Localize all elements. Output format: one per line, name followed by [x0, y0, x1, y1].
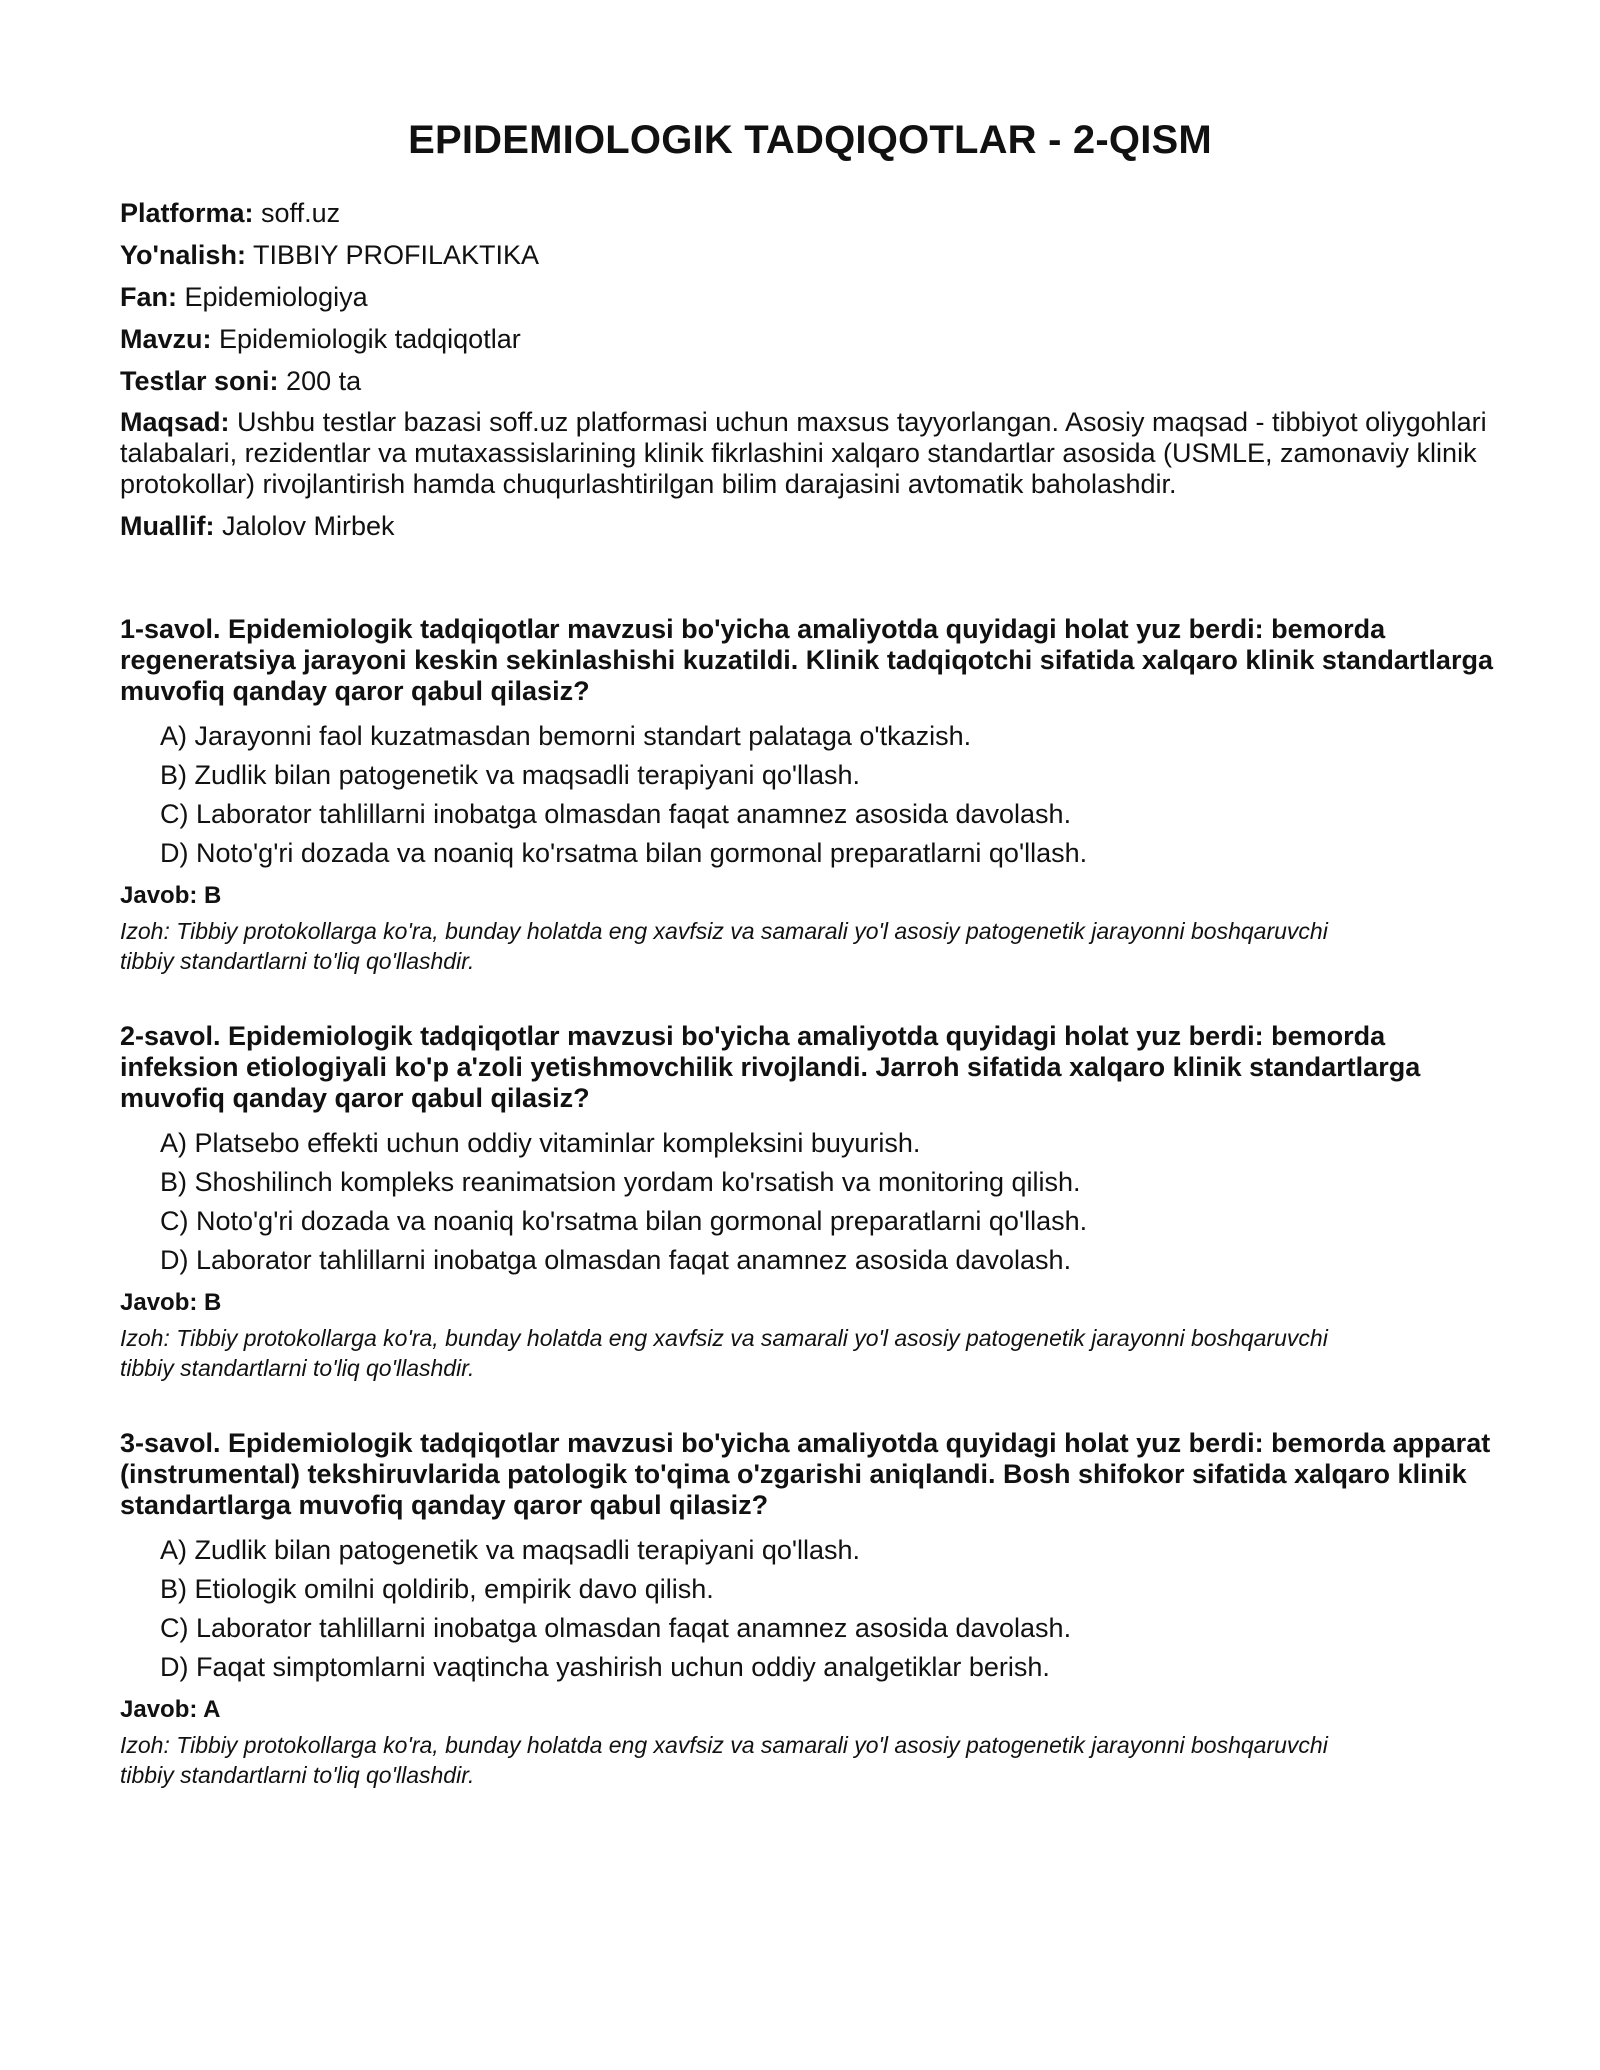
answer-label: Javob: B: [120, 1289, 222, 1316]
meta-value: Ushbu testlar bazasi soff.uz platformasi uchun maxsus tayyorlangan. Asosiy maqsad - tibbiyot oliygohlari talabalari, rezidentlar va mutaxassislarining klinik fikrlashini xalqaro standartlar asosida (USMLE, zamonaviy klinik protokollar) rivojlantirish hamda chuqurlashtirilgan bilim darajasini avtomatik baholashdir.: [120, 407, 1487, 499]
meta-subject: [120, 281, 1500, 313]
question-text: 2-savol. Epidemiologik tadqiqotlar mavzusi bo'yicha amaliyotda quyidagi holat yuz berdi: bemorda infeksion etiologiyali ko'p a'zoli yetishmovchilik rivojlandi. Jarroh sifatida xalqaro klinik standartlarga muvofiq qanday qaror qabul qilasiz?: [120, 1021, 1421, 1113]
question-1: [120, 614, 1500, 976]
option-b: B) Etiologik omilni qoldirib, empirik davo qilish.: [160, 1574, 714, 1604]
explanation-note: Izoh: Tibbiy protokollarga ko'ra, bunday holatda eng xavfsiz va samarali yo'l asosiy patogenetik jarayonni boshqaruvchi tibbiy standartlarni to'liq qo'llashdir.: [120, 918, 1328, 974]
answer-label: Javob: B: [120, 882, 222, 909]
meta-direction: [120, 239, 1500, 271]
option-c: C) Laborator tahlillarni inobatga olmasdan faqat anamnez asosida davolash.: [160, 799, 1072, 829]
question-list: [120, 614, 1500, 1790]
meta-value: Epidemiologik tadqiqotlar: [211, 324, 521, 354]
question-3: [120, 1428, 1500, 1790]
meta-label: Yo'nalish:: [120, 240, 246, 270]
option-b: B) Shoshilinch kompleks reanimatsion yordam ko'rsatish va monitoring qilish.: [160, 1167, 1081, 1197]
meta-block: [120, 197, 1500, 542]
option-b: B) Zudlik bilan patogenetik va maqsadli terapiyani qo'llash.: [160, 760, 861, 790]
meta-label: Maqsad:: [120, 407, 230, 437]
meta-test-count: [120, 365, 1500, 397]
option-d: D) Noto'g'ri dozada va noaniq ko'rsatma bilan gormonal preparatlarni qo'llash.: [160, 838, 1088, 868]
meta-topic: [120, 323, 1500, 355]
meta-label: Platforma:: [120, 198, 254, 228]
meta-author: [120, 510, 1500, 542]
meta-value: 200 ta: [278, 366, 362, 396]
question-text: 3-savol. Epidemiologik tadqiqotlar mavzusi bo'yicha amaliyotda quyidagi holat yuz berdi: bemorda apparat (instrumental) tekshiruvlarida patologik to'qima o'zgarishi aniqlandi. Bosh shifokor sifatida xalqaro klinik standartlarga muvofiq qanday qaror qabul qilasiz?: [120, 1428, 1491, 1520]
meta-value: TIBBIY PROFILAKTIKA: [245, 240, 540, 270]
document-page: [120, 118, 1500, 1835]
answer-label: Javob: A: [120, 1696, 221, 1723]
explanation-note: Izoh: Tibbiy protokollarga ko'ra, bunday holatda eng xavfsiz va samarali yo'l asosiy patogenetik jarayonni boshqaruvchi tibbiy standartlarni to'liq qo'llashdir.: [120, 1732, 1328, 1788]
option-a: A) Jarayonni faol kuzatmasdan bemorni standart palataga o'tkazish.: [160, 721, 972, 751]
question-2: [120, 1021, 1500, 1383]
option-a: A) Zudlik bilan patogenetik va maqsadli terapiyani qo'llash.: [160, 1535, 861, 1565]
explanation-note: Izoh: Tibbiy protokollarga ko'ra, bunday holatda eng xavfsiz va samarali yo'l asosiy patogenetik jarayonni boshqaruvchi tibbiy standartlarni to'liq qo'llashdir.: [120, 1325, 1328, 1381]
meta-value: soff.uz: [253, 198, 341, 228]
meta-label: Muallif:: [120, 511, 215, 541]
meta-value: Jalolov Mirbek: [214, 511, 395, 541]
meta-goal: [120, 407, 1500, 500]
option-c: C) Noto'g'ri dozada va noaniq ko'rsatma bilan gormonal preparatlarni qo'llash.: [160, 1206, 1088, 1236]
option-a: A) Platsebo effekti uchun oddiy vitaminlar kompleksini buyurish.: [160, 1128, 921, 1158]
document-title: EPIDEMIOLOGIK TADQIQOTLAR - 2-QISM: [408, 118, 1212, 162]
meta-platform: [120, 197, 1500, 229]
meta-label: Mavzu:: [120, 324, 212, 354]
option-c: C) Laborator tahlillarni inobatga olmasdan faqat anamnez asosida davolash.: [160, 1613, 1072, 1643]
meta-label: Fan:: [120, 282, 177, 312]
meta-value: Epidemiologiya: [177, 282, 368, 312]
option-d: D) Faqat simptomlarni vaqtincha yashirish uchun oddiy analgetiklar berish.: [160, 1652, 1050, 1682]
option-d: D) Laborator tahlillarni inobatga olmasdan faqat anamnez asosida davolash.: [160, 1245, 1072, 1275]
question-text: 1-savol. Epidemiologik tadqiqotlar mavzusi bo'yicha amaliyotda quyidagi holat yuz berdi: bemorda regeneratsiya jarayoni keskin sekinlashishi kuzatildi. Klinik tadqiqotchi sifatida xalqaro klinik standartlarga muvofiq qanday qaror qabul qilasiz?: [120, 614, 1493, 706]
meta-label: Testlar soni:: [120, 366, 279, 396]
